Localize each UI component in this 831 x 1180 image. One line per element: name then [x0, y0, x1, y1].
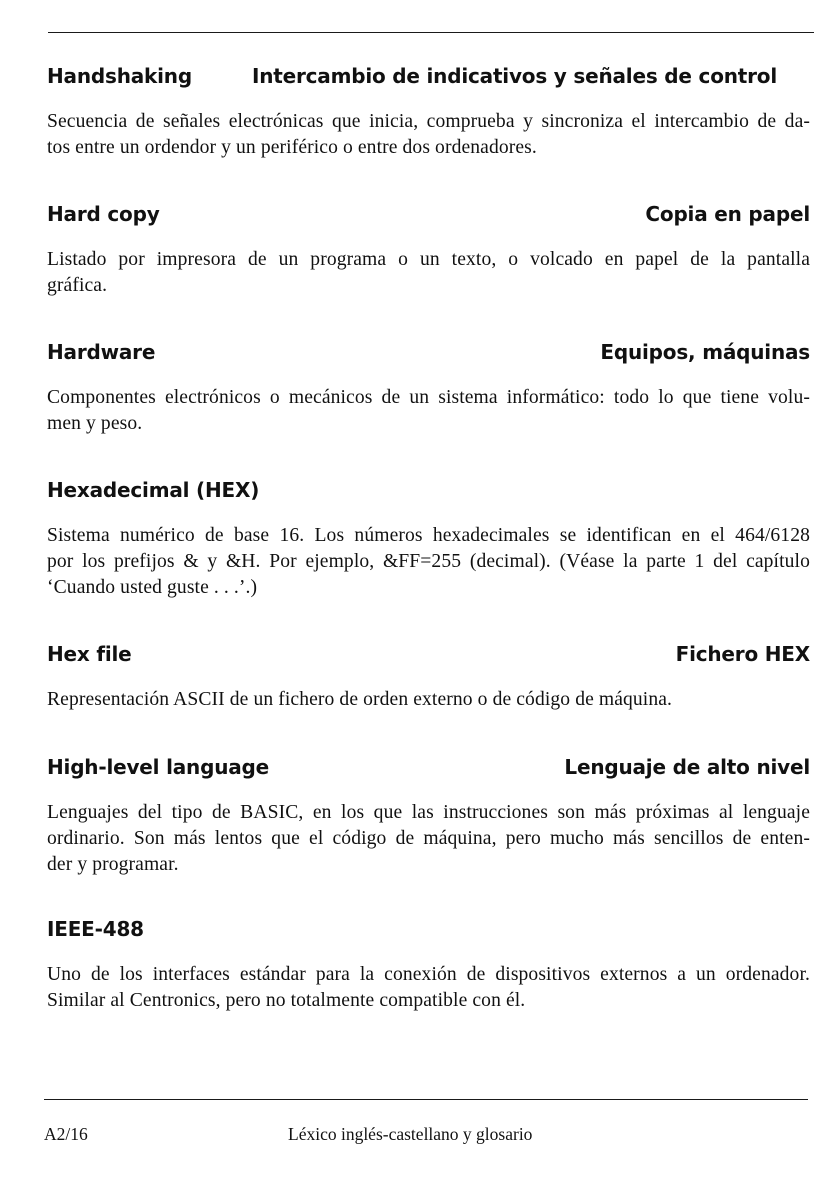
- definition-line: Secuencia de señales electrónicas que inicia, comprueba y sincroniza el intercambio de da-: [47, 111, 810, 132]
- entry-translation: Intercambio de indicativos y señales de control: [251, 64, 777, 88]
- entry-heading: [47, 755, 810, 785]
- entry-definition: [47, 687, 810, 713]
- definition-line: gráfica.: [47, 275, 108, 296]
- entry-heading: [47, 202, 810, 232]
- page-number: A2/16: [44, 1124, 88, 1144]
- definition-line: por los prefijos & y &H. Por ejemplo, &FF=255 (decimal). (Véase la parte 1 del capítulo: [47, 551, 810, 572]
- section-title: Léxico inglés-castellano y glosario: [288, 1124, 533, 1144]
- definition-line: der y programar.: [47, 854, 179, 875]
- glossary-entry-handshaking: [47, 64, 810, 161]
- bottom-rule: [44, 1099, 808, 1100]
- entry-definition: [47, 962, 810, 1014]
- entry-heading: [47, 64, 810, 94]
- definition-line: Representación ASCII de un fichero de orden externo o de código de máquina.: [47, 689, 673, 710]
- entry-term: IEEE-488: [47, 917, 144, 941]
- entry-definition: [47, 800, 810, 878]
- entry-term: Hex file: [47, 642, 132, 666]
- entry-translation: Fichero HEX: [675, 642, 810, 666]
- definition-line: ordinario. Son más lentos que el código de máquina, pero mucho más sencillos de enten-: [47, 828, 810, 849]
- entry-definition: [47, 109, 810, 161]
- definition-line: Componentes electrónicos o mecánicos de un sistema informático: todo lo que tiene volu-: [47, 387, 810, 408]
- definition-line: Sistema numérico de base 16. Los números hexadecimales se identifican en el 464/6128: [47, 525, 810, 546]
- definition-line: Uno de los interfaces estándar para la conexión de dispositivos externos a un ordenador.: [47, 964, 810, 985]
- entry-translation: Lenguaje de alto nivel: [564, 755, 810, 779]
- entry-heading: [47, 478, 810, 508]
- entry-translation: Equipos, máquinas: [600, 340, 810, 364]
- entry-heading: [47, 917, 810, 947]
- entry-definition: [47, 523, 810, 601]
- entry-translation: Copia en papel: [645, 202, 810, 226]
- definition-line: ‘Cuando usted guste . . .’.): [47, 577, 258, 598]
- glossary-entry-hex-file: [47, 642, 810, 713]
- entry-definition: [47, 247, 810, 299]
- top-rule: [48, 32, 814, 33]
- entry-heading: [47, 642, 810, 672]
- entry-term: Hexadecimal (HEX): [47, 478, 260, 502]
- definition-line: Listado por impresora de un programa o un texto, o volcado en papel de la pantalla: [47, 249, 810, 270]
- entry-term: High-level language: [47, 755, 270, 779]
- glossary-entry-hard-copy: [47, 202, 810, 299]
- entry-heading: [47, 340, 810, 370]
- definition-line: tos entre un ordendor y un periférico o entre dos ordenadores.: [47, 137, 537, 158]
- glossary-entry-high-level-language: [47, 755, 810, 878]
- glossary-entry-ieee-488: [47, 917, 810, 1014]
- definition-line: men y peso.: [47, 413, 143, 434]
- glossary-entry-hexadecimal: [47, 478, 810, 601]
- definition-line: Lenguajes del tipo de BASIC, en los que las instrucciones son más próximas al lenguaje: [47, 802, 810, 823]
- entry-definition: [47, 385, 810, 437]
- entry-term: Hardware: [47, 340, 156, 364]
- definition-line: Similar al Centronics, pero no totalmente compatible con él.: [47, 990, 526, 1011]
- entry-term: Hard copy: [47, 202, 160, 226]
- glossary-entry-hardware: [47, 340, 810, 437]
- entry-term: Handshaking: [47, 64, 192, 88]
